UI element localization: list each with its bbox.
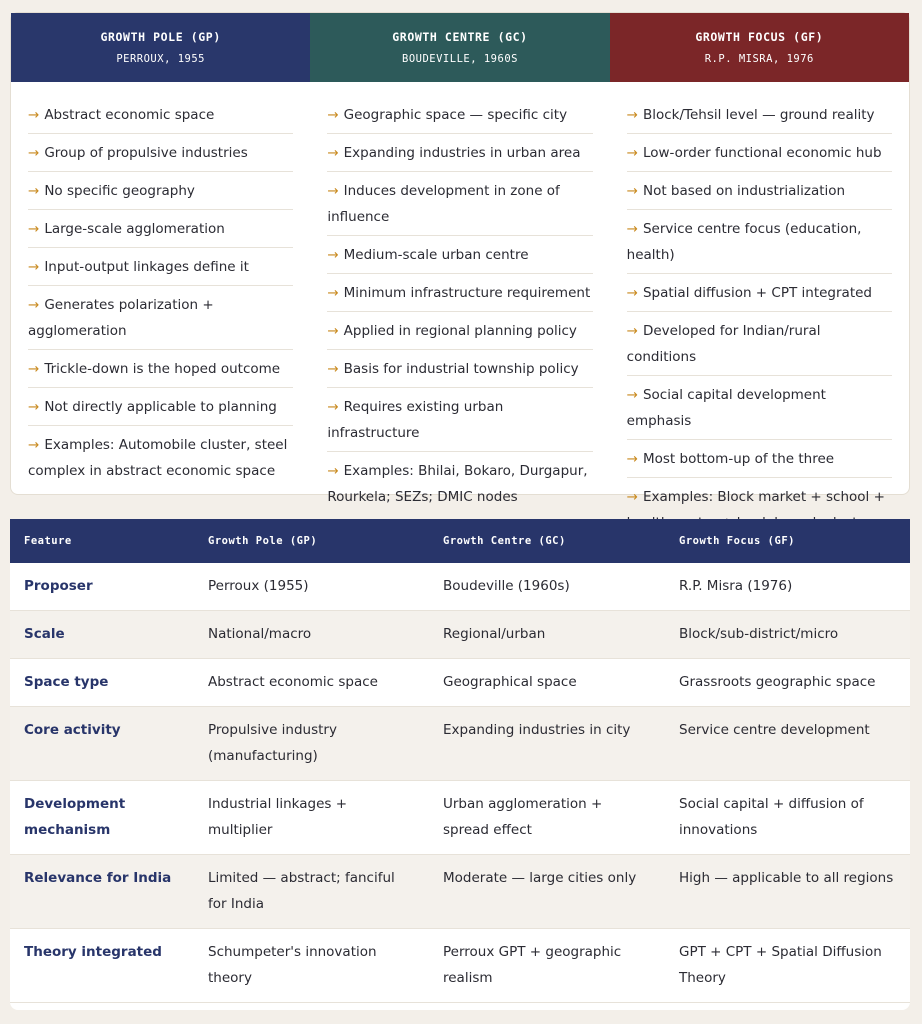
list-item <box>327 388 592 452</box>
list-item-text: Social capital development emphasis <box>626 386 826 429</box>
column-title: GROWTH FOCUS (GF) <box>695 30 824 44</box>
list-item-text: Developed for Indian/rural conditions <box>626 322 821 365</box>
list-item-text: Requires existing urban infrastructure <box>327 398 504 441</box>
table-cell: Service centre development <box>665 707 910 781</box>
table-cell: Urban agglomeration + spread effect <box>429 781 665 855</box>
growth-centre-header <box>310 13 609 82</box>
table-cell: National/macro <box>194 611 429 659</box>
table-cell: Propulsive industry (manufacturing) <box>194 707 429 781</box>
table-cell: Boudeville (1960s) <box>429 563 665 611</box>
header-growth-pole: Growth Pole (GP) <box>208 535 318 547</box>
list-item <box>28 248 293 286</box>
table-header-row <box>10 519 910 563</box>
arrow-icon: → <box>626 488 638 505</box>
table-cell: Block/sub-district/micro <box>665 611 910 659</box>
comparison-card <box>10 12 910 505</box>
arrow-icon: → <box>327 284 339 301</box>
table-cell: Moderate — large cities only <box>429 855 665 929</box>
arrow-icon: → <box>327 182 339 199</box>
table-cell: Schumpeter's innovation theory <box>194 929 429 1003</box>
arrow-icon: → <box>626 220 638 237</box>
feature-cell: Development mechanism <box>10 781 194 855</box>
list-item-text: Service centre focus (education, health) <box>626 220 862 263</box>
growth-focus-header <box>610 13 909 82</box>
header-growth-centre: Growth Centre (GC) <box>443 535 566 547</box>
comparison-columns <box>11 82 909 541</box>
list-item-text: Low-order functional economic hub <box>642 144 882 161</box>
growth-pole-header <box>11 13 310 82</box>
list-item <box>327 452 592 515</box>
arrow-icon: → <box>28 296 40 313</box>
list-item-text: Expanding industries in urban area <box>343 144 581 161</box>
list-item-text: Minimum infrastructure requirement <box>343 284 591 301</box>
growth-centre-list <box>310 96 609 541</box>
column-subtitle: R.P. MISRA, 1976 <box>704 53 814 65</box>
list-item <box>28 172 293 210</box>
feature-table-card <box>10 519 910 1010</box>
growth-focus-list <box>610 96 909 541</box>
arrow-icon: → <box>327 322 339 339</box>
list-item-text: Not directly applicable to planning <box>44 398 277 415</box>
list-item <box>627 96 892 134</box>
table-cell: Abstract economic space <box>194 659 429 707</box>
arrow-icon: → <box>28 360 40 377</box>
table-row <box>10 611 910 659</box>
arrow-icon: → <box>327 462 339 479</box>
list-item <box>327 172 592 236</box>
arrow-icon: → <box>28 144 40 161</box>
arrow-icon: → <box>626 144 638 161</box>
feature-cell: Theory integrated <box>10 929 194 1003</box>
header-growth-focus: Growth Focus (GF) <box>679 535 795 547</box>
header-feature: Feature <box>24 535 72 547</box>
list-item-text: Large-scale agglomeration <box>44 220 225 237</box>
list-item <box>327 236 592 274</box>
list-item-text: Trickle-down is the hoped outcome <box>44 360 281 377</box>
column-subtitle: BOUDEVILLE, 1960S <box>402 53 518 65</box>
table-row <box>10 707 910 781</box>
arrow-icon: → <box>626 106 638 123</box>
arrow-icon: → <box>626 284 638 301</box>
list-item-text: Input-output linkages define it <box>44 258 249 275</box>
list-item-text: Medium-scale urban centre <box>343 246 529 263</box>
list-item-text: Spatial diffusion + CPT integrated <box>642 284 872 301</box>
table-cell: Perroux (1955) <box>194 563 429 611</box>
list-item-text: Examples: Block market + school + <box>642 488 885 505</box>
arrow-icon: → <box>327 106 339 123</box>
list-item <box>627 134 892 172</box>
list-item <box>327 274 592 312</box>
arrow-icon: → <box>327 144 339 161</box>
column-title: GROWTH POLE (GP) <box>100 30 221 44</box>
list-item <box>627 440 892 478</box>
comparison-headers <box>11 13 909 82</box>
table-row <box>10 659 910 707</box>
arrow-icon: → <box>626 182 638 199</box>
list-item <box>28 210 293 248</box>
list-item-text: Applied in regional planning policy <box>343 322 577 339</box>
list-item-text: Generates polarization + agglomeration <box>28 296 214 339</box>
list-item <box>327 350 592 388</box>
arrow-icon: → <box>28 182 40 199</box>
list-item <box>28 134 293 172</box>
list-item <box>627 172 892 210</box>
column-subtitle: PERROUX, 1955 <box>116 53 205 65</box>
column-title: GROWTH CENTRE (GC) <box>392 30 528 44</box>
list-item-text: Abstract economic space <box>44 106 215 123</box>
growth-pole-list <box>11 96 310 541</box>
feature-cell: Proposer <box>10 563 194 611</box>
table-cell: High — applicable to all regions <box>665 855 910 929</box>
list-item <box>28 96 293 134</box>
list-item-text: Group of propulsive industries <box>44 144 248 161</box>
list-item-text: Most bottom-up of the three <box>642 450 835 467</box>
table-row <box>10 929 910 1003</box>
feature-cell: Space type <box>10 659 194 707</box>
table-cell: Regional/urban <box>429 611 665 659</box>
list-item <box>28 350 293 388</box>
table-cell: R.P. Misra (1976) <box>665 563 910 611</box>
arrow-icon: → <box>327 246 339 263</box>
table-cell: Geographical space <box>429 659 665 707</box>
table-cell: Social capital + diffusion of innovations <box>665 781 910 855</box>
arrow-icon: → <box>28 436 40 453</box>
list-item-text: Examples: Bhilai, Bokaro, Durgapur, Rourkela; SEZs; DMIC nodes <box>327 462 588 505</box>
list-item-text: Basis for industrial township policy <box>343 360 579 377</box>
arrow-icon: → <box>28 106 40 123</box>
arrow-icon: → <box>327 398 339 415</box>
list-item-text: Block/Tehsil level — ground reality <box>642 106 875 123</box>
table-cell: Industrial linkages + multiplier <box>194 781 429 855</box>
table-row <box>10 563 910 611</box>
list-item <box>327 134 592 172</box>
arrow-icon: → <box>327 360 339 377</box>
arrow-icon: → <box>626 322 638 339</box>
table-cell: Limited — abstract; fanciful for India <box>194 855 429 929</box>
arrow-icon: → <box>626 450 638 467</box>
list-item-text: Geographic space — specific city <box>343 106 568 123</box>
table-cell: Perroux GPT + geographic realism <box>429 929 665 1003</box>
list-item-text: No specific geography <box>44 182 195 199</box>
table-row <box>10 855 910 929</box>
list-item <box>327 312 592 350</box>
list-item <box>28 388 293 426</box>
list-item <box>627 312 892 376</box>
table-cell: GPT + CPT + Spatial Diffusion Theory <box>665 929 910 1003</box>
list-item <box>627 376 892 440</box>
list-item <box>28 426 293 489</box>
feature-cell: Scale <box>10 611 194 659</box>
list-item-text: Not based on industrialization <box>642 182 846 199</box>
table-cell: Expanding industries in city <box>429 707 665 781</box>
list-item <box>627 274 892 312</box>
arrow-icon: → <box>28 220 40 237</box>
feature-cell: Core activity <box>10 707 194 781</box>
arrow-icon: → <box>626 386 638 403</box>
list-item-text: Examples: Automobile cluster, steel complex in abstract economic space <box>28 436 288 479</box>
feature-table <box>10 519 910 1003</box>
arrow-icon: → <box>28 258 40 275</box>
arrow-icon: → <box>28 398 40 415</box>
list-item <box>627 210 892 274</box>
list-item <box>28 286 293 350</box>
list-item <box>327 96 592 134</box>
table-cell: Grassroots geographic space <box>665 659 910 707</box>
table-row <box>10 781 910 855</box>
list-item-text: Induces development in zone of influence <box>327 182 560 225</box>
feature-cell: Relevance for India <box>10 855 194 929</box>
